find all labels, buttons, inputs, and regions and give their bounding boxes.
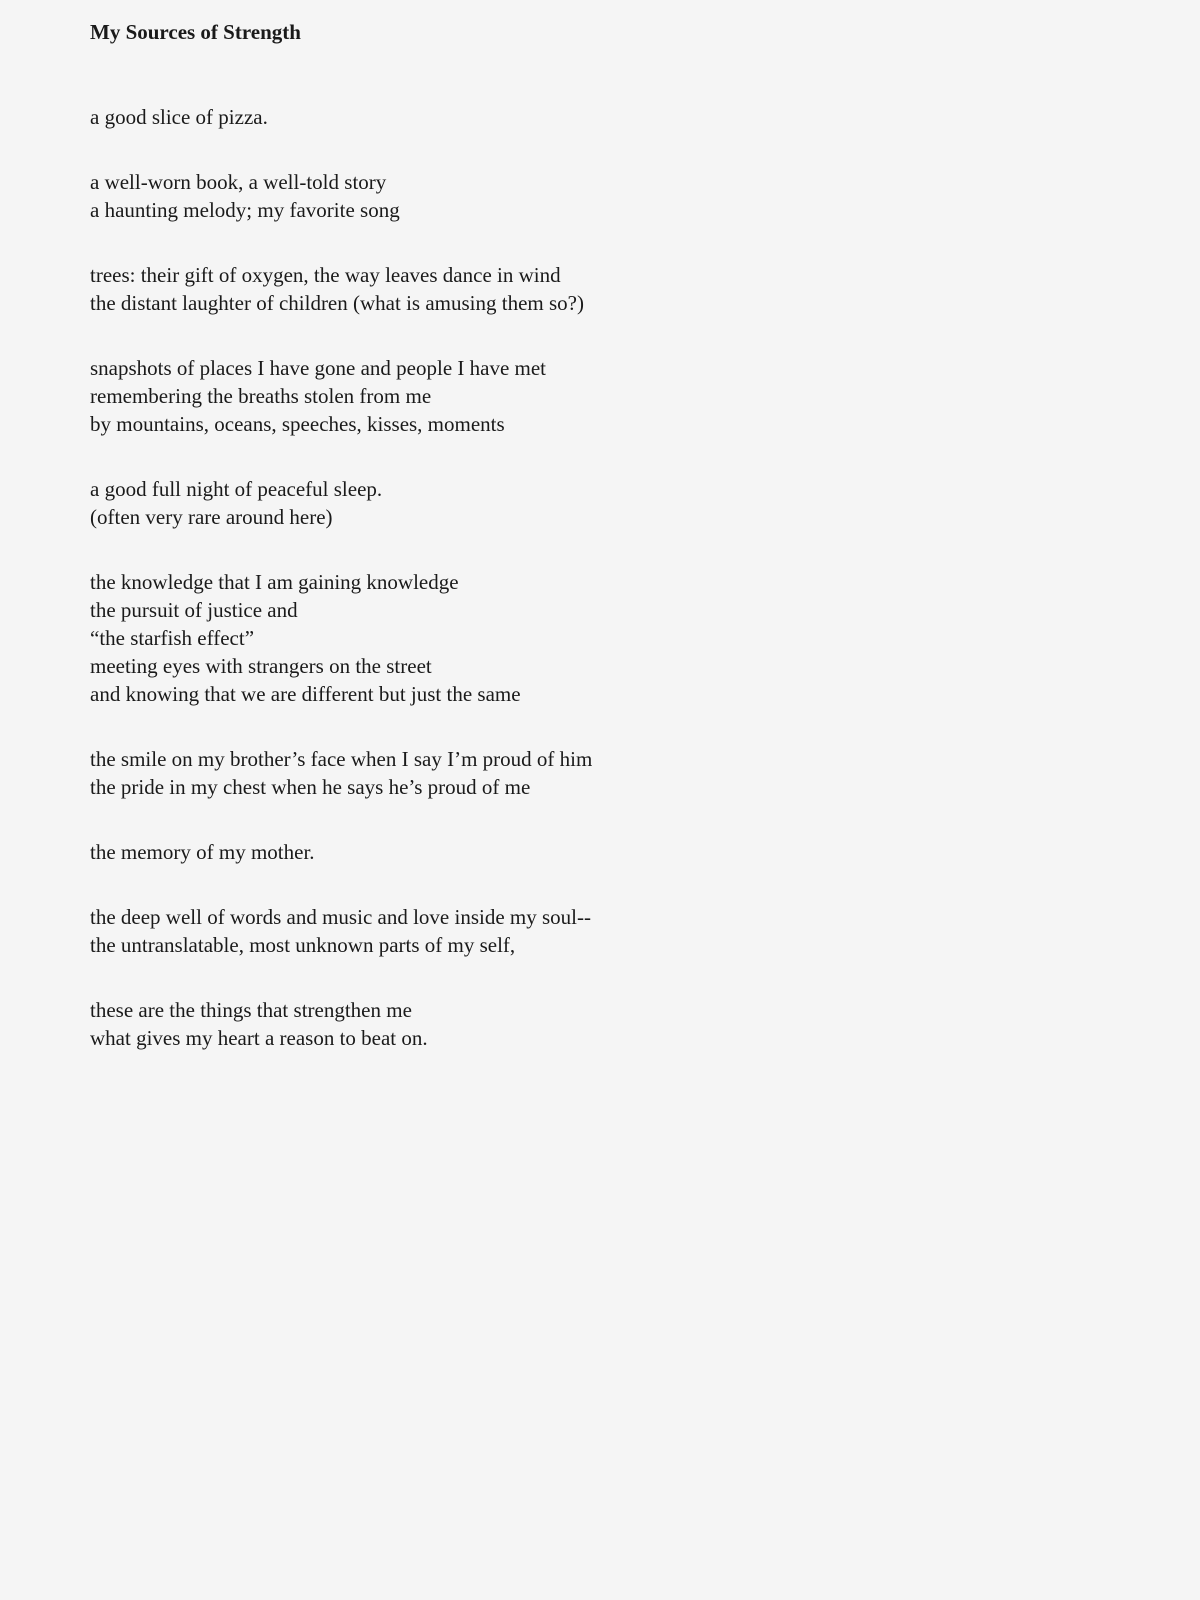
poem-line: the untranslatable, most unknown parts of my self, xyxy=(90,933,516,957)
poem-line: the memory of my mother. xyxy=(90,840,315,864)
poem-line: a good full night of peaceful sleep. xyxy=(90,477,383,501)
poem-line: a good slice of pizza. xyxy=(90,105,268,129)
poem-line: the knowledge that I am gaining knowledge xyxy=(90,570,459,594)
poem-line: remembering the breaths stolen from me xyxy=(90,384,432,408)
poem-line: (often very rare around here) xyxy=(90,505,333,529)
poem-line: these are the things that strengthen me xyxy=(90,998,412,1022)
poem-stanza xyxy=(90,261,1200,317)
poem-line: the distant laughter of children (what is amusing them so?) xyxy=(90,291,584,315)
poem-stanza xyxy=(90,568,1200,708)
poem-line: and knowing that we are different but just the same xyxy=(90,682,521,706)
poem-stanza xyxy=(90,103,1200,131)
poem-stanza xyxy=(90,475,1200,531)
poem-body xyxy=(90,103,1200,1052)
poem-line: the smile on my brother’s face when I say I’m proud of him xyxy=(90,747,593,771)
poem-stanza xyxy=(90,838,1200,866)
poem-title: My Sources of Strength xyxy=(90,20,301,44)
poem-stanza xyxy=(90,168,1200,224)
poem-line: the pride in my chest when he says he’s proud of me xyxy=(90,775,531,799)
poem-line: a haunting melody; my favorite song xyxy=(90,198,400,222)
poem-stanza xyxy=(90,354,1200,438)
poem-stanza xyxy=(90,903,1200,959)
poem-line: a well-worn book, a well-told story xyxy=(90,170,387,194)
poem-stanza xyxy=(90,745,1200,801)
poem-line: trees: their gift of oxygen, the way leaves dance in wind xyxy=(90,263,561,287)
poem-line: the pursuit of justice and xyxy=(90,598,298,622)
poem-line: what gives my heart a reason to beat on. xyxy=(90,1026,428,1050)
poem-line: by mountains, oceans, speeches, kisses, moments xyxy=(90,412,505,436)
poem-line: meeting eyes with strangers on the street xyxy=(90,654,432,678)
poem-line: the deep well of words and music and love inside my soul-- xyxy=(90,905,591,929)
poem-line: snapshots of places I have gone and people I have met xyxy=(90,356,547,380)
poem-line: “the starfish effect” xyxy=(90,626,255,650)
poem-stanza xyxy=(90,996,1200,1052)
